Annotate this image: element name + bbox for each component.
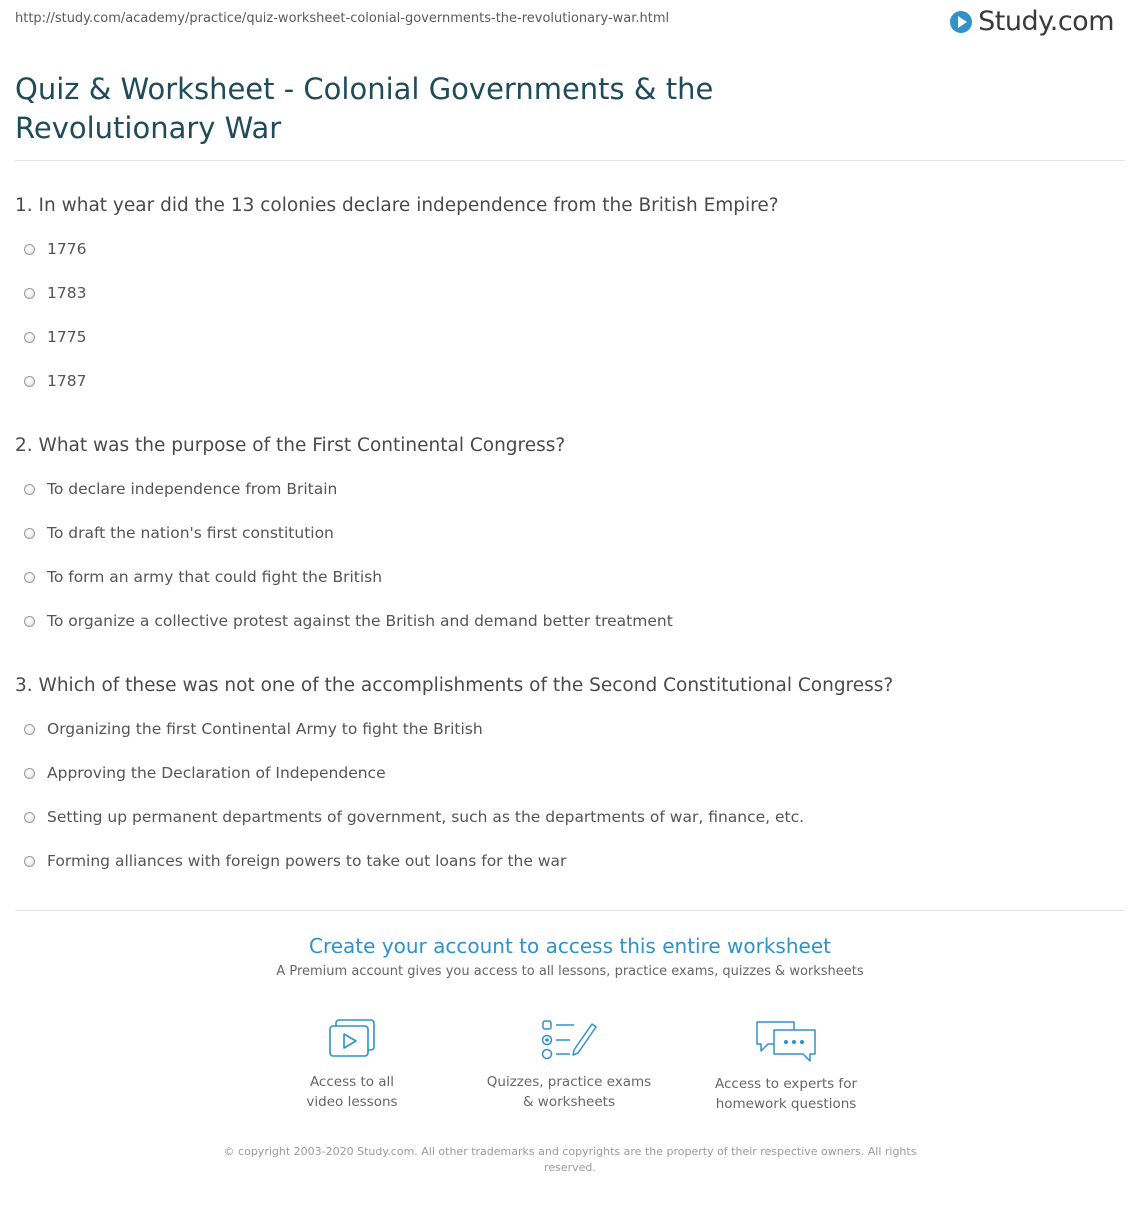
choice-label: Organizing the first Continental Army to fight the British: [47, 720, 483, 738]
title-divider: [15, 160, 1125, 161]
radio-button[interactable]: [24, 376, 35, 387]
radio-button[interactable]: [24, 332, 35, 343]
answer-choice[interactable]: [15, 271, 1125, 315]
choice-label: 1775: [47, 328, 87, 346]
answer-choice[interactable]: [15, 839, 1125, 883]
feature-quizzes: [479, 1018, 659, 1112]
radio-button[interactable]: [24, 572, 35, 583]
chat-bubbles-icon: [754, 1018, 818, 1064]
choice-label: Forming alliances with foreign powers to take out loans for the war: [47, 852, 567, 870]
cta-subtitle: A Premium account gives you access to all lessons, practice exams, quizzes & worksheets: [276, 964, 864, 979]
feature-label-line: & worksheets: [522, 1094, 615, 1110]
answer-choice[interactable]: [15, 227, 1125, 271]
question-3: [15, 674, 1125, 883]
play-logo-icon: [950, 11, 972, 33]
study-logo[interactable]: [950, 6, 1114, 37]
radio-button[interactable]: [24, 528, 35, 539]
feature-label-line: video lessons: [306, 1094, 398, 1110]
copyright-notice: © copyright 2003-2020 Study.com. All other trademarks and copyrights are the property of their respective owners. All rights reserved.: [223, 1145, 917, 1174]
page-url: http://study.com/academy/practice/quiz-worksheet-colonial-governments-the-revolutionary-war.html: [15, 11, 670, 26]
radio-button[interactable]: [24, 484, 35, 495]
choice-label: To form an army that could fight the British: [47, 568, 383, 586]
page-title: Quiz & Worksheet - Colonial Governments & the Revolutionary War: [15, 72, 714, 145]
answer-choice[interactable]: [15, 359, 1125, 403]
answer-choice[interactable]: [15, 795, 1125, 839]
radio-button[interactable]: [24, 288, 35, 299]
feature-experts: [696, 1018, 876, 1114]
video-lessons-icon: [326, 1018, 378, 1062]
radio-button[interactable]: [24, 724, 35, 735]
feature-label-line: homework questions: [715, 1096, 857, 1112]
question-text: 3. Which of these was not one of the accomplishments of the Second Constitutional Congress?: [15, 675, 894, 696]
answer-choice[interactable]: [15, 751, 1125, 795]
answer-choice[interactable]: [15, 315, 1125, 359]
radio-button[interactable]: [24, 812, 35, 823]
feature-label: [479, 1072, 659, 1112]
quiz-checklist-icon: [540, 1018, 598, 1062]
answer-choice[interactable]: [15, 467, 1125, 511]
answer-choice[interactable]: [15, 511, 1125, 555]
radio-button[interactable]: [24, 616, 35, 627]
create-account-link[interactable]: Create your account to access this entire worksheet: [309, 934, 831, 958]
feature-label-line: Quizzes, practice exams: [486, 1074, 652, 1090]
choice-label: 1787: [47, 372, 87, 390]
answer-choice[interactable]: [15, 555, 1125, 599]
choice-label: Setting up permanent departments of government, such as the departments of war, finance, etc.: [47, 808, 805, 826]
radio-button[interactable]: [24, 244, 35, 255]
logo-text: Study.com: [978, 6, 1114, 37]
feature-label: [262, 1072, 442, 1112]
question-1: [15, 194, 1125, 403]
question-text: 2. What was the purpose of the First Continental Congress?: [15, 435, 566, 456]
question-2: [15, 434, 1125, 643]
answer-choice[interactable]: [15, 707, 1125, 751]
answer-choice[interactable]: [15, 599, 1125, 643]
section-divider: [15, 910, 1125, 911]
feature-video-lessons: [262, 1018, 442, 1112]
feature-label-line: Access to all: [309, 1074, 395, 1090]
choice-label: Approving the Declaration of Independence: [47, 764, 386, 782]
radio-button[interactable]: [24, 856, 35, 867]
feature-label-line: Access to experts for: [714, 1076, 857, 1092]
choice-label: To declare independence from Britain: [47, 480, 338, 498]
choice-label: To draft the nation's first constitution: [47, 524, 334, 542]
choice-label: 1776: [47, 240, 87, 258]
feature-label: [696, 1074, 876, 1114]
choice-label: 1783: [47, 284, 87, 302]
choice-label: To organize a collective protest against the British and demand better treatment: [47, 612, 673, 630]
question-text: 1. In what year did the 13 colonies declare independence from the British Empire?: [15, 195, 779, 216]
radio-button[interactable]: [24, 768, 35, 779]
